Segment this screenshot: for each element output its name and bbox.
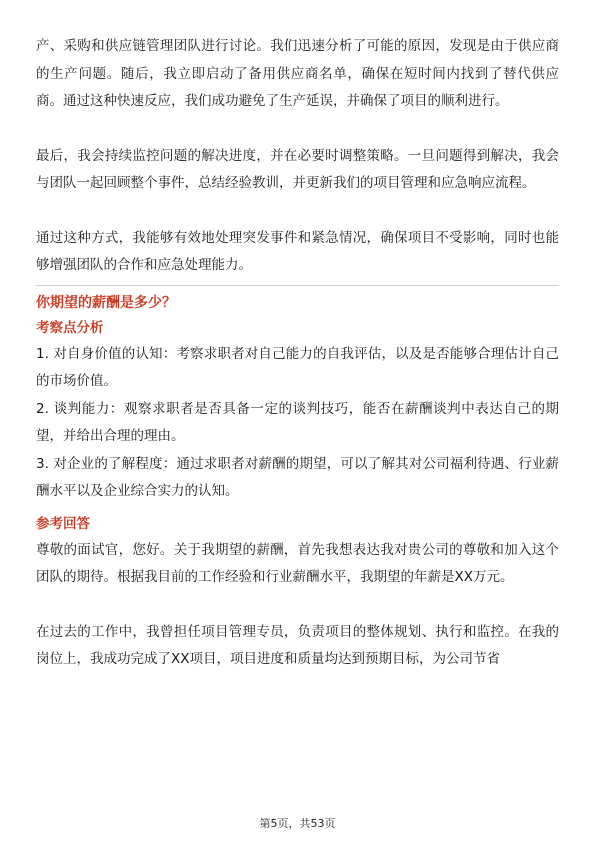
analysis-point-3: 3. 对企业的了解程度：通过求职者对薪酬的期望，可以了解其对公司福利待遇、行业薪酬水平以及企业综合实力的认知。 [36, 455, 559, 499]
answer-heading: 参考回答 [36, 515, 90, 532]
document-page [36, 0, 559, 674]
analysis-point-1: 1. 对自身价值的认知：考察求职者对自己能力的自我评估，以及是否能够合理估计自己的市场价值。 [36, 345, 559, 389]
answer-paragraph-1: 尊敬的面试官，您好。关于我期望的薪酬，首先我想表达我对贵公司的尊敬和加入这个团队的期待。根据我目前的工作经验和行业薪酬水平，我期望的年薪是XX万元。 [36, 541, 559, 585]
question-title: 你期望的薪酬是多少？ [36, 294, 176, 311]
intro-paragraph-1: 产、采购和供应链管理团队进行讨论。我们迅速分析了可能的原因，发现是由于供应商的生产问题。随后，我立即启动了备用供应商名单，确保在短时间内找到了替代供应商。通过这种快速反应，我们成功避免了生产延误，并确保了项目的顺利进行。 [36, 38, 559, 109]
answer-paragraph-2: 在过去的工作中，我曾担任项目管理专员，负责项目的整体规划、执行和监控。在我的岗位上，我成功完成了XX项目，项目进度和质量均达到预期目标，为公司节省 [36, 623, 559, 667]
analysis-point-2: 2. 谈判能力：观察求职者是否具备一定的谈判技巧，能否在薪酬谈判中表达自己的期望，并给出合理的理由。 [36, 400, 559, 444]
intro-paragraph-2: 最后，我会持续监控问题的解决进度，并在必要时调整策略。一旦问题得到解决，我会与团队一起回顾整个事件，总结经验教训，并更新我们的项目管理和应急响应流程。 [36, 147, 559, 191]
page-footer: 第5页，共53页 [259, 817, 336, 830]
intro-paragraph-3: 通过这种方式，我能够有效地处理突发事件和紧急情况，确保项目不受影响，同时也能够增强团队的合作和应急处理能力。 [36, 229, 559, 273]
analysis-heading: 考察点分析 [36, 319, 104, 336]
section-separator [36, 285, 559, 286]
